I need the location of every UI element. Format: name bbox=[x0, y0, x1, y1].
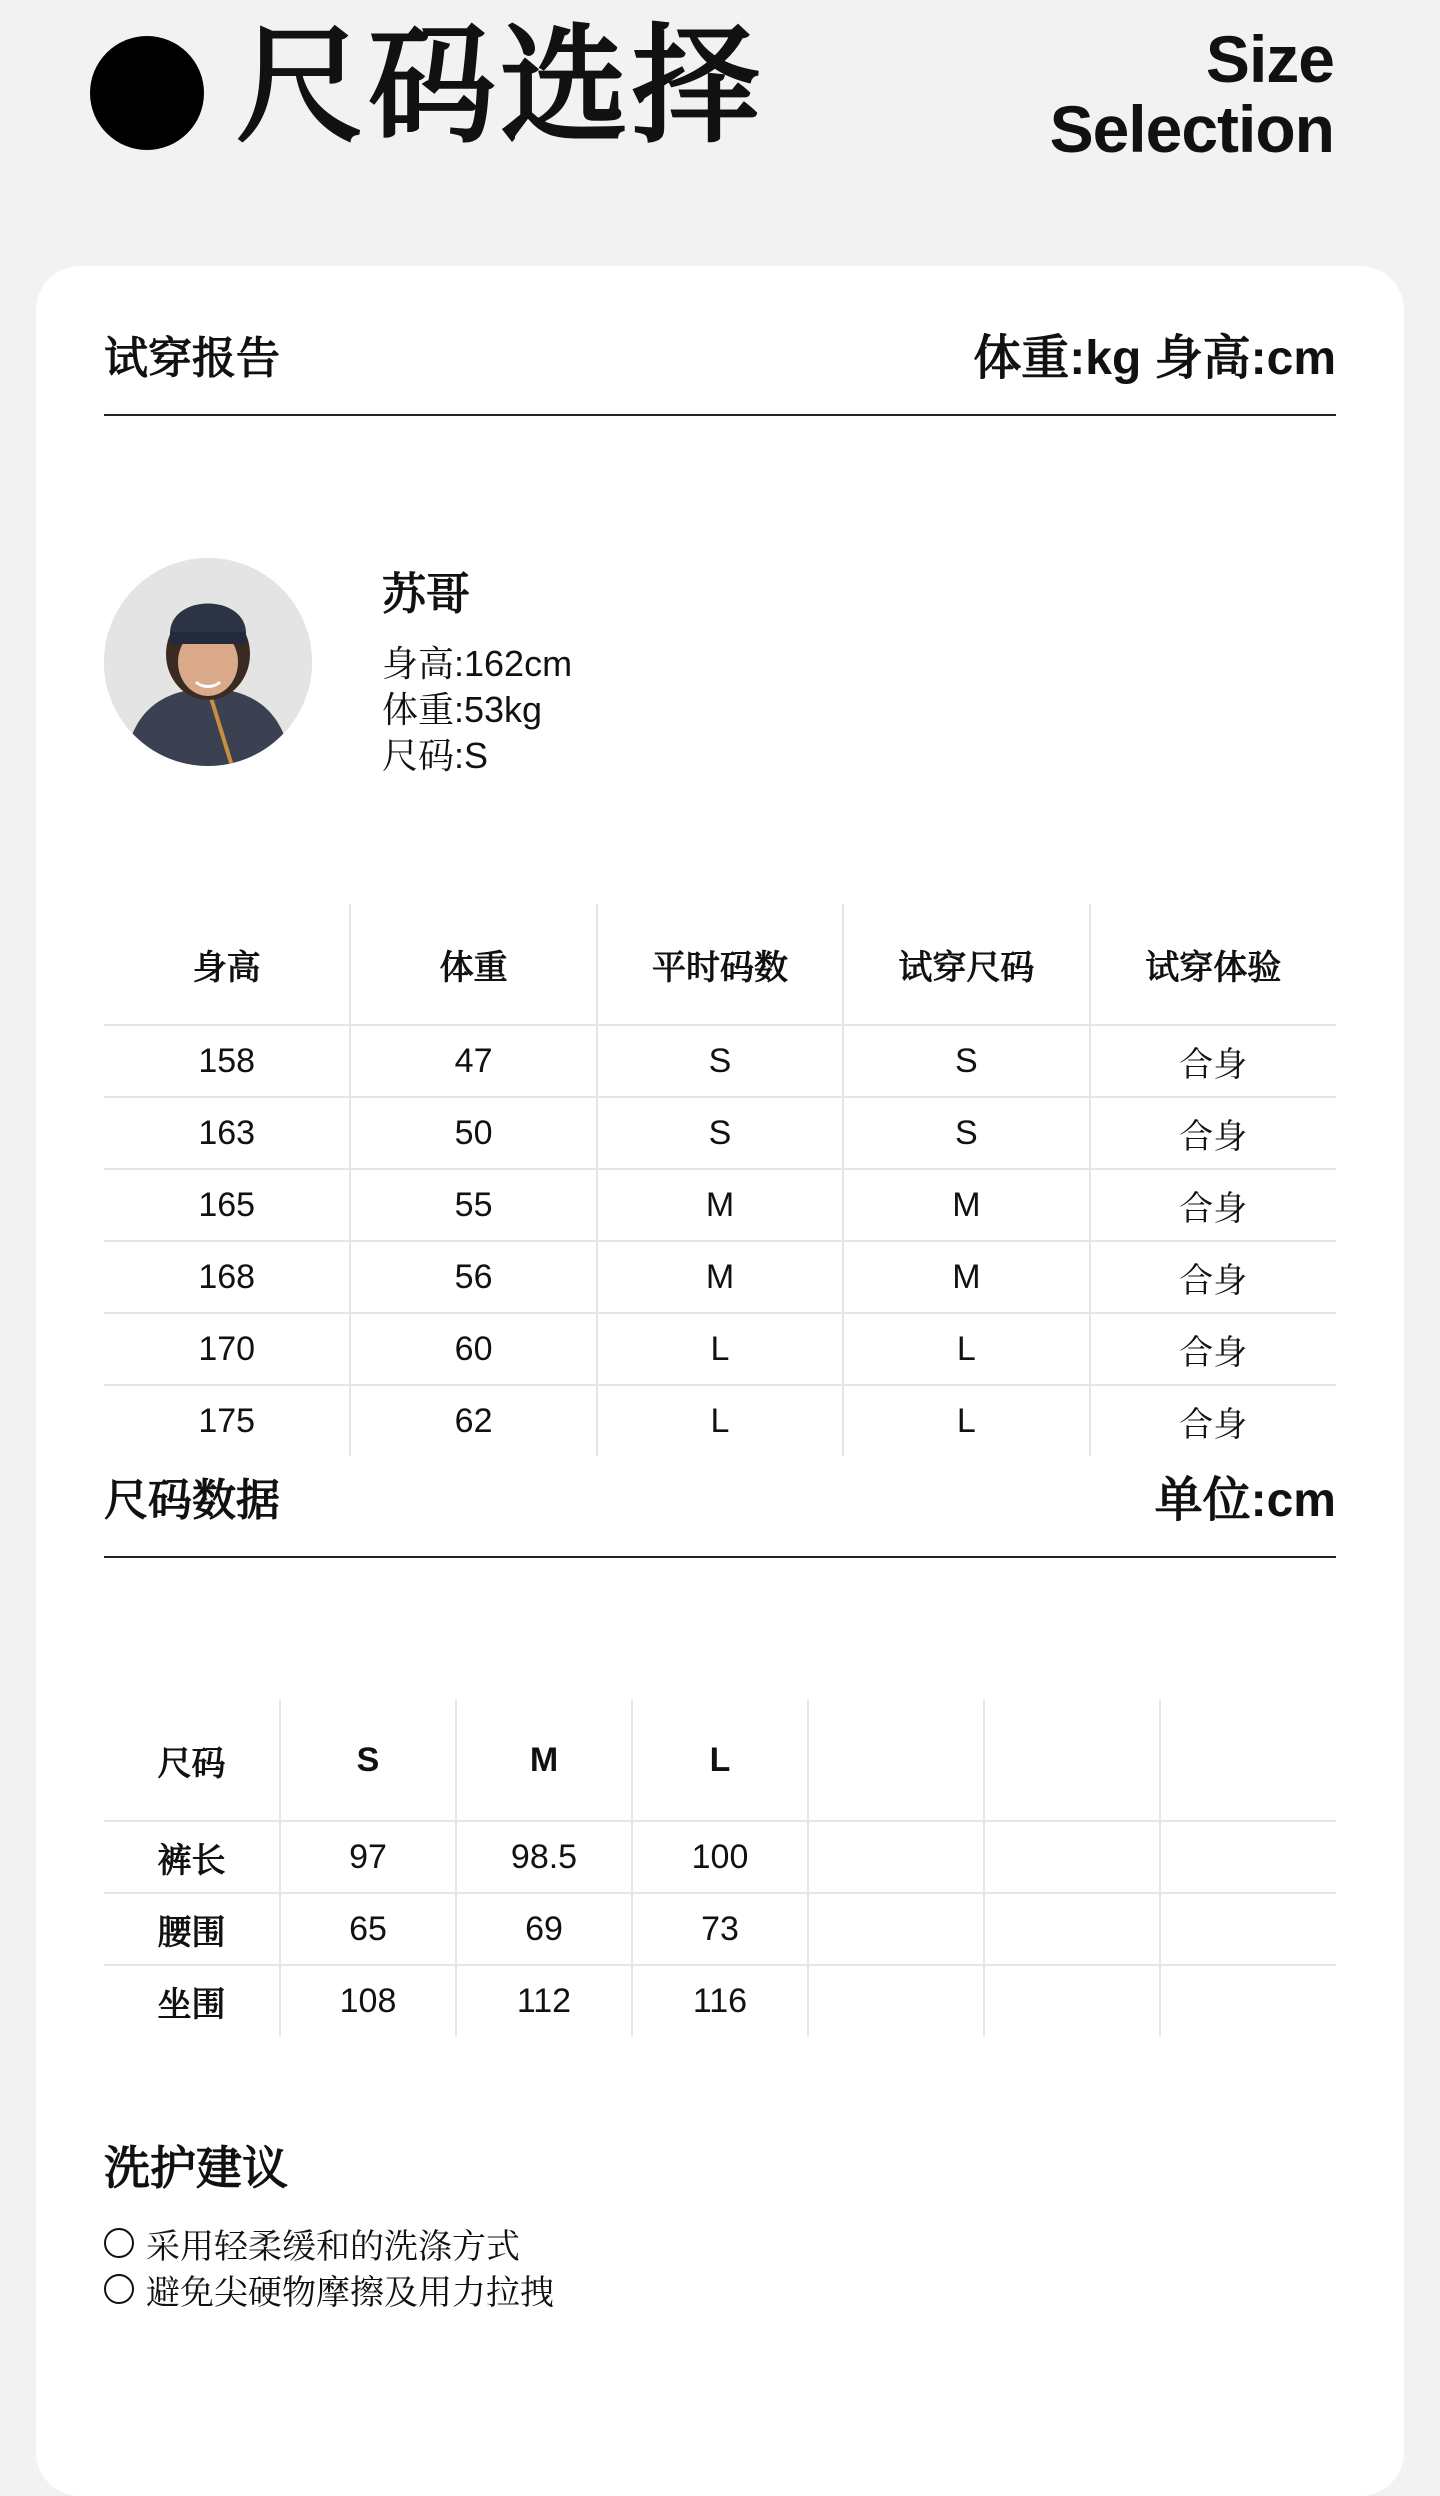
row-label: 腰围 bbox=[104, 1893, 280, 1965]
care-item-text: 采用轻柔缓和的洗涤方式 bbox=[146, 2227, 520, 2266]
table-row bbox=[104, 1169, 1336, 1241]
table-cell: 65 bbox=[280, 1893, 456, 1965]
table-cell: 50 bbox=[350, 1097, 596, 1169]
size-data-table bbox=[104, 1700, 1336, 2036]
col-size-m: M bbox=[456, 1700, 632, 1821]
circle-bullet-icon bbox=[104, 2274, 134, 2304]
row-label: 裤长 bbox=[104, 1821, 280, 1893]
model-height: 身高:162cm bbox=[382, 643, 573, 684]
care-title: 洗护建议 bbox=[104, 2142, 288, 2194]
trial-report-header bbox=[104, 324, 1336, 416]
col-empty bbox=[984, 1700, 1160, 1821]
table-cell: 合身 bbox=[1090, 1025, 1336, 1097]
care-item-text: 避免尖硬物摩擦及用力拉拽 bbox=[146, 2273, 554, 2312]
table-cell bbox=[984, 1821, 1160, 1893]
table-cell: 158 bbox=[104, 1025, 350, 1097]
table-row bbox=[104, 1965, 1336, 2036]
table-cell: M bbox=[597, 1169, 843, 1241]
trial-report-unit: 体重:kg 身高:cm bbox=[973, 332, 1336, 385]
care-item bbox=[104, 2220, 554, 2266]
size-table-header-row bbox=[104, 1700, 1336, 1821]
table-cell: 合身 bbox=[1090, 1241, 1336, 1313]
model-profile bbox=[104, 558, 1336, 788]
table-cell: 168 bbox=[104, 1241, 350, 1313]
model-weight: 体重:53kg bbox=[382, 689, 543, 730]
table-row bbox=[104, 1241, 1336, 1313]
col-trial-size: 试穿尺码 bbox=[843, 904, 1089, 1025]
table-cell: 合身 bbox=[1090, 1169, 1336, 1241]
table-cell: 100 bbox=[632, 1821, 808, 1893]
table-cell bbox=[1160, 1893, 1336, 1965]
table-cell bbox=[808, 1893, 984, 1965]
page-title: 尺码选择 bbox=[236, 15, 765, 158]
table-cell: 175 bbox=[104, 1385, 350, 1456]
title-en-line1: Size bbox=[1205, 22, 1334, 96]
table-cell: 69 bbox=[456, 1893, 632, 1965]
table-cell bbox=[1160, 1821, 1336, 1893]
table-cell: 73 bbox=[632, 1893, 808, 1965]
table-cell: L bbox=[597, 1385, 843, 1456]
table-cell: 62 bbox=[350, 1385, 596, 1456]
col-size-l: L bbox=[632, 1700, 808, 1821]
table-cell: 165 bbox=[104, 1169, 350, 1241]
trial-report-table bbox=[104, 904, 1336, 1456]
page-title-english bbox=[1050, 24, 1334, 164]
size-data-unit: 单位:cm bbox=[1154, 1474, 1336, 1527]
col-empty bbox=[808, 1700, 984, 1821]
col-height: 身高 bbox=[192, 948, 261, 987]
table-cell: L bbox=[843, 1385, 1089, 1456]
table-cell: 170 bbox=[104, 1313, 350, 1385]
title-en-line2: Selection bbox=[1049, 92, 1334, 166]
table-cell: L bbox=[843, 1313, 1089, 1385]
model-size: 尺码:S bbox=[382, 735, 489, 776]
table-cell: 60 bbox=[350, 1313, 596, 1385]
table-cell bbox=[984, 1965, 1160, 2036]
col-empty bbox=[1160, 1700, 1336, 1821]
circle-bullet-icon bbox=[104, 2228, 134, 2258]
table-cell: 97 bbox=[280, 1821, 456, 1893]
size-data-title: 尺码数据 bbox=[104, 1476, 280, 1525]
table-row bbox=[104, 1893, 1336, 1965]
col-size-s: S bbox=[280, 1700, 456, 1821]
table-row bbox=[104, 1313, 1336, 1385]
table-cell: M bbox=[597, 1241, 843, 1313]
table-row bbox=[104, 1385, 1336, 1456]
table-cell: M bbox=[843, 1241, 1089, 1313]
table-row bbox=[104, 1025, 1336, 1097]
table-cell: 108 bbox=[280, 1965, 456, 2036]
table-row bbox=[104, 1821, 1336, 1893]
col-weight: 体重 bbox=[350, 904, 596, 1025]
table-cell: 112 bbox=[456, 1965, 632, 2036]
table-cell bbox=[808, 1821, 984, 1893]
table-cell bbox=[1160, 1965, 1336, 2036]
model-photo-icon bbox=[104, 558, 312, 766]
care-item bbox=[104, 2266, 554, 2312]
trial-report-title: 试穿报告 bbox=[104, 334, 280, 383]
table-cell: 合身 bbox=[1090, 1313, 1336, 1385]
table-cell: 合身 bbox=[1090, 1385, 1336, 1456]
table-cell: S bbox=[597, 1097, 843, 1169]
table-cell: 合身 bbox=[1090, 1097, 1336, 1169]
table-cell: 98.5 bbox=[456, 1821, 632, 1893]
col-fit: 试穿体验 bbox=[1090, 904, 1336, 1025]
table-cell: S bbox=[597, 1025, 843, 1097]
page-header bbox=[0, 0, 1440, 250]
care-list bbox=[104, 2220, 554, 2312]
row-label: 坐围 bbox=[104, 1965, 280, 2036]
content-card bbox=[36, 266, 1404, 2496]
model-name: 苏哥 bbox=[382, 570, 470, 619]
table-cell: 47 bbox=[350, 1025, 596, 1097]
size-data-header bbox=[104, 1466, 1336, 1558]
table-cell: S bbox=[843, 1025, 1089, 1097]
table-cell: M bbox=[843, 1169, 1089, 1241]
table-cell bbox=[808, 1965, 984, 2036]
trial-table-header-row bbox=[104, 904, 1336, 1025]
table-cell: 55 bbox=[350, 1169, 596, 1241]
col-usual-size: 平时码数 bbox=[597, 904, 843, 1025]
table-cell: 56 bbox=[350, 1241, 596, 1313]
table-cell: 116 bbox=[632, 1965, 808, 2036]
table-row bbox=[104, 1097, 1336, 1169]
col-size-label: 尺码 bbox=[157, 1744, 226, 1783]
table-cell bbox=[984, 1893, 1160, 1965]
table-cell: 163 bbox=[104, 1097, 350, 1169]
table-cell: L bbox=[597, 1313, 843, 1385]
title-dot-icon bbox=[90, 36, 204, 150]
model-avatar bbox=[104, 558, 312, 766]
table-cell: S bbox=[843, 1097, 1089, 1169]
